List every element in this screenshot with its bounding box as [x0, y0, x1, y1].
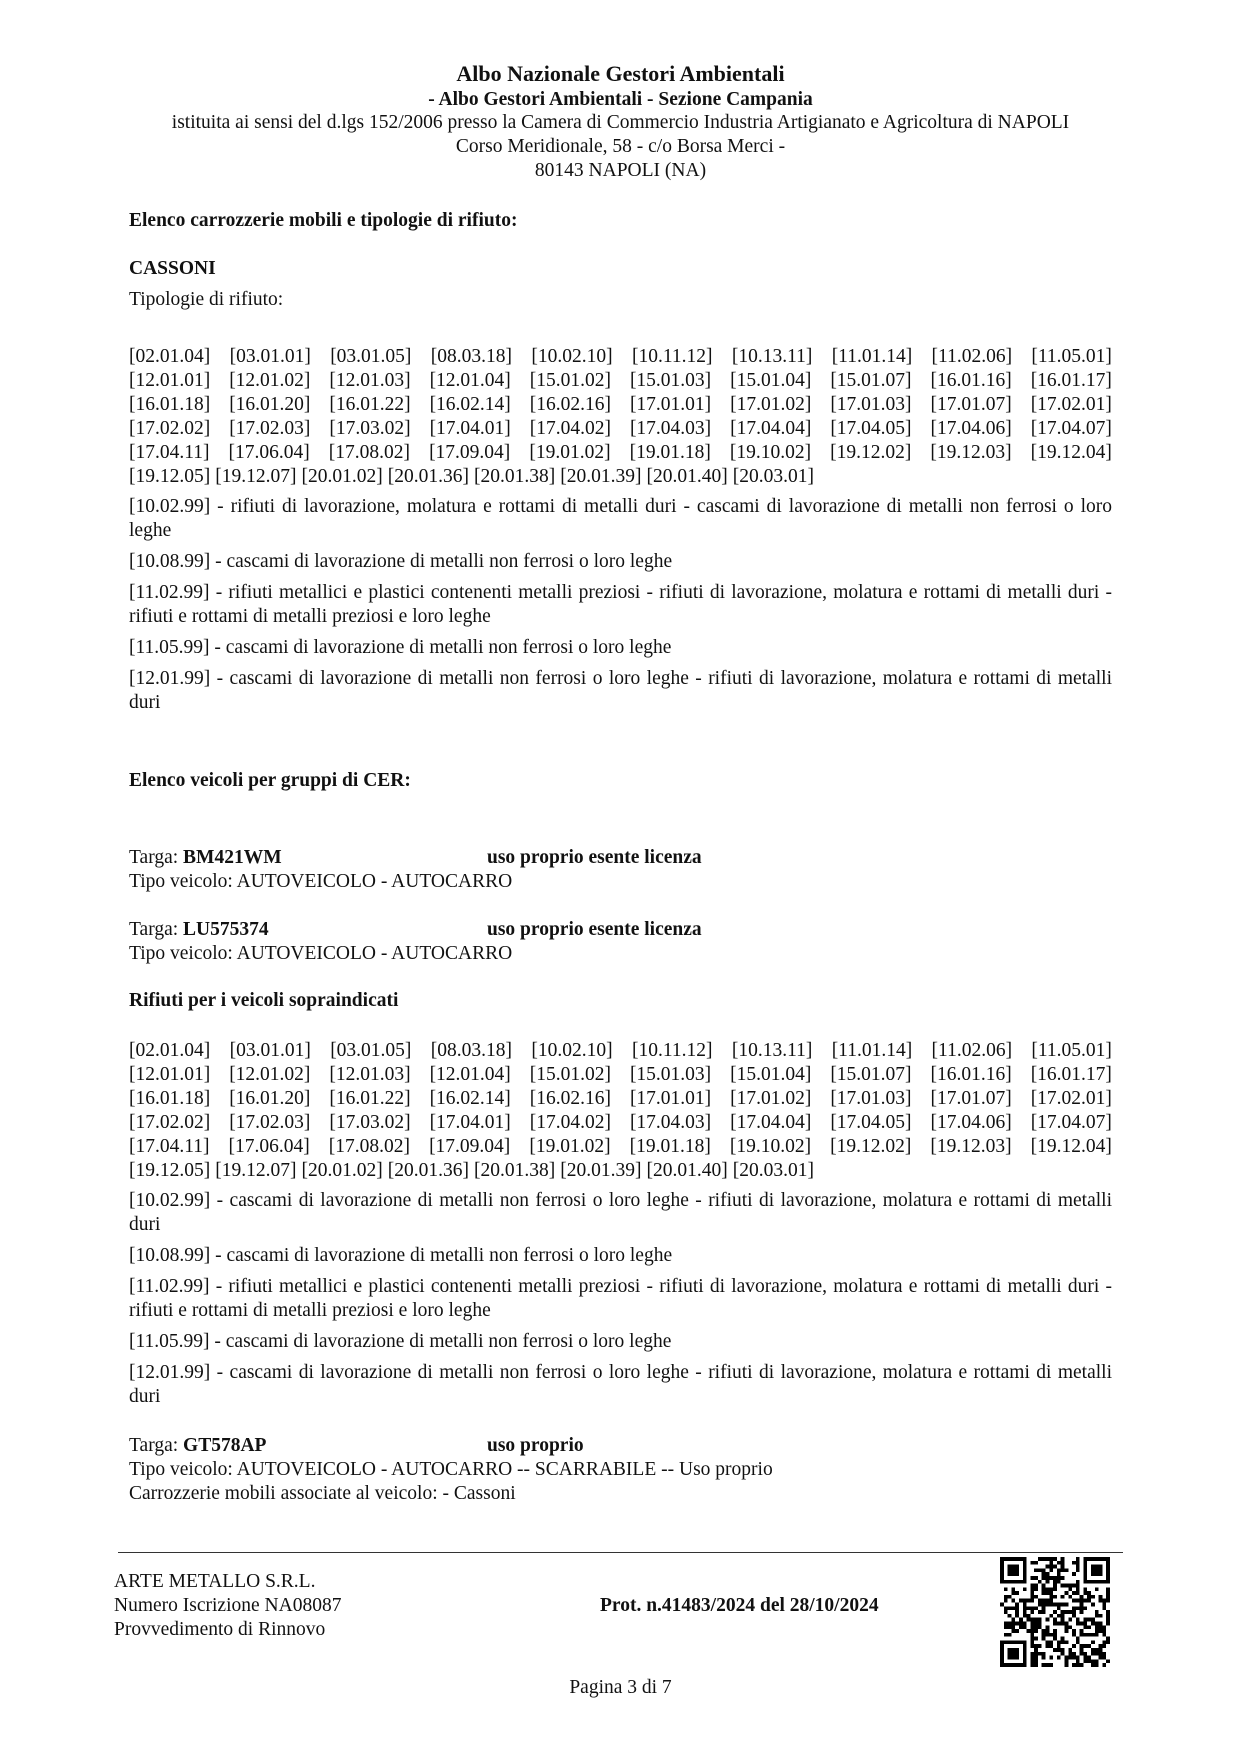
waste-code: [17.08.02] [328, 1136, 411, 1157]
waste-code: [10.11.12] [631, 1040, 713, 1061]
waste-code: [17.02.03] [229, 418, 311, 439]
waste-code: [11.01.14] [831, 1040, 913, 1061]
waste-code: [16.01.22] [329, 1088, 411, 1109]
waste-code: [17.09.04] [429, 1136, 511, 1157]
waste-code: [12.01.02] [229, 1064, 311, 1085]
waste-code: [20.01.36] [387, 466, 469, 487]
carrozzerie-associate: Carrozzerie mobili associate al veicolo: - Cassoni [129, 1483, 516, 1504]
waste-code: [17.04.07] [1030, 1112, 1112, 1133]
footer-divider [118, 1552, 1123, 1553]
waste-code: [17.04.06] [930, 1112, 1012, 1133]
waste-code: [16.01.20] [229, 1088, 311, 1109]
waste-code: [17.04.11] [129, 442, 210, 463]
waste-code: [17.04.01] [429, 1112, 511, 1133]
uso-value: uso proprio [487, 1435, 584, 1456]
waste-description: [11.05.99] - cascami di lavorazione di metalli non ferrosi o loro leghe [129, 1331, 672, 1352]
waste-code: [17.04.04] [730, 418, 812, 439]
header-line-1: istituita ai sensi del d.lgs 152/2006 presso la Camera di Commercio Industria Artigianato e Agricoltura di NAPOLI [171, 112, 1070, 133]
waste-code: [10.11.12] [631, 346, 713, 367]
waste-code: [15.01.03] [629, 1064, 712, 1085]
waste-code: [12.01.04] [429, 1064, 511, 1085]
waste-code: [08.03.18] [430, 1040, 513, 1061]
waste-description: [10.08.99] - cascami di lavorazione di metalli non ferrosi o loro leghe [129, 1245, 673, 1266]
waste-code: [20.01.02] [301, 1160, 383, 1181]
waste-description: [10.08.99] - cascami di lavorazione di metalli non ferrosi o loro leghe [129, 551, 673, 572]
waste-description: [11.02.99] - rifiuti metallici e plastici contenenti metalli preziosi - rifiuti di lavorazione, molatura e rottami di metalli duri - rifiuti e rottami di metalli preziosi e loro leghe [129, 582, 1112, 627]
waste-code: [20.01.40] [646, 466, 728, 487]
waste-code: [20.01.39] [560, 466, 642, 487]
waste-code: [17.04.11] [129, 1136, 210, 1157]
waste-code: [12.01.03] [329, 1064, 411, 1085]
document-subtitle: - Albo Gestori Ambientali - Sezione Campania [428, 89, 813, 110]
footer-iscrizione: Numero Iscrizione NA08087 [114, 1595, 342, 1616]
waste-code: [03.01.01] [229, 1040, 311, 1061]
waste-description: [12.01.99] - cascami di lavorazione di metalli non ferrosi o loro leghe - rifiuti di lavorazione, molatura e rottami di metalli duri [129, 1362, 1112, 1407]
waste-code: [16.02.16] [529, 1088, 611, 1109]
waste-code: [17.04.01] [429, 418, 511, 439]
qr-code-icon [1000, 1557, 1110, 1667]
waste-code: [03.01.05] [330, 346, 412, 367]
waste-code: [17.02.01] [1030, 394, 1112, 415]
waste-code: [17.02.01] [1030, 1088, 1112, 1109]
waste-code: [10.13.11] [731, 1040, 813, 1061]
code-row [129, 369, 1112, 393]
waste-code: [19.01.18] [629, 442, 711, 463]
code-row [129, 345, 1112, 369]
waste-code: [11.05.01] [1031, 346, 1112, 367]
waste-code: [16.01.18] [129, 1088, 211, 1109]
code-row [129, 1135, 1112, 1159]
waste-code: [17.04.05] [830, 1112, 912, 1133]
code-row [129, 441, 1112, 465]
targa-value: LU575374 [183, 919, 269, 940]
waste-description: [12.01.99] - cascami di lavorazione di metalli non ferrosi o loro leghe - rifiuti di lavorazione, molatura e rottami di metalli duri [129, 668, 1112, 713]
waste-code: [19.01.18] [629, 1136, 711, 1157]
waste-code: [16.02.16] [529, 394, 611, 415]
waste-code: [10.13.11] [731, 346, 813, 367]
waste-code: [19.10.02] [729, 1136, 812, 1157]
waste-code: [17.08.02] [328, 442, 411, 463]
waste-code: [11.02.06] [931, 1040, 1013, 1061]
waste-code: [10.02.10] [531, 1040, 613, 1061]
waste-code: [17.01.03] [830, 1088, 912, 1109]
waste-code: [12.01.01] [129, 1064, 211, 1085]
waste-code: [15.01.03] [629, 370, 712, 391]
footer-protocollo: Prot. n.41483/2024 del 28/10/2024 [600, 1595, 879, 1616]
waste-description: [11.02.99] - rifiuti metallici e plastici contenenti metalli preziosi - rifiuti di lavorazione, molatura e rottami di metalli duri - rifiuti e rottami di metalli preziosi e loro leghe [129, 1276, 1112, 1321]
targa-value: GT578AP [183, 1435, 267, 1456]
waste-code: [12.01.04] [429, 370, 511, 391]
waste-code: [17.04.03] [629, 1112, 712, 1133]
waste-code: [16.01.17] [1030, 1064, 1112, 1085]
waste-code: [19.10.02] [729, 442, 812, 463]
targa-value: BM421WM [183, 847, 282, 868]
document-title: Albo Nazionale Gestori Ambientali [456, 61, 785, 86]
waste-code: [16.02.14] [429, 1088, 511, 1109]
waste-code: [17.04.06] [930, 418, 1012, 439]
code-row [129, 465, 1112, 489]
waste-description-list [129, 1189, 1112, 1416]
carrozzeria-name: CASSONI [129, 258, 216, 279]
waste-code: [11.05.01] [1031, 1040, 1112, 1061]
waste-code: [17.04.02] [529, 418, 611, 439]
waste-code: [19.12.04] [1030, 442, 1112, 463]
rifiuti-heading: Rifiuti per i veicoli sopraindicati [129, 990, 399, 1011]
waste-code: [10.02.10] [531, 346, 613, 367]
waste-code: [16.02.14] [429, 394, 511, 415]
waste-code: [17.09.04] [429, 442, 511, 463]
waste-code: [19.12.02] [830, 442, 912, 463]
waste-code: [20.03.01] [732, 466, 814, 487]
targa-label: Targa: [129, 919, 184, 940]
header-line-2: Corso Meridionale, 58 - c/o Borsa Merci - [455, 136, 786, 157]
tipo-veicolo: Tipo veicolo: AUTOVEICOLO - AUTOCARRO [129, 943, 513, 964]
targa-label: Targa: [129, 1435, 184, 1456]
vehicle-entry [129, 846, 1112, 894]
waste-code: [17.01.07] [930, 394, 1012, 415]
waste-code-list [129, 345, 1112, 489]
waste-code: [03.01.05] [330, 1040, 412, 1061]
waste-code: [20.01.38] [474, 1160, 556, 1181]
waste-code: [15.01.07] [830, 1064, 912, 1085]
waste-code: [12.01.02] [229, 370, 311, 391]
waste-code: [20.01.39] [560, 1160, 642, 1181]
page-number: Pagina 3 di 7 [569, 1677, 672, 1698]
waste-code: [19.12.05] [129, 466, 211, 487]
waste-code: [08.03.18] [430, 346, 513, 367]
waste-code: [17.01.02] [730, 394, 812, 415]
waste-description: [11.05.99] - cascami di lavorazione di metalli non ferrosi o loro leghe [129, 637, 672, 658]
footer-company: ARTE METALLO S.R.L. [114, 1571, 316, 1592]
waste-code: [16.01.18] [129, 394, 211, 415]
waste-code: [20.01.40] [646, 1160, 728, 1181]
waste-code: [17.04.02] [529, 1112, 611, 1133]
waste-code: [19.12.02] [830, 1136, 912, 1157]
waste-code: [17.04.05] [830, 418, 912, 439]
code-row [129, 417, 1112, 441]
waste-code: [20.01.38] [474, 466, 556, 487]
waste-code: [15.01.04] [730, 1064, 812, 1085]
waste-code: [16.01.20] [229, 394, 311, 415]
waste-description-list [129, 495, 1112, 722]
waste-code: [17.04.04] [730, 1112, 812, 1133]
waste-code: [20.01.02] [301, 466, 383, 487]
waste-code: [17.01.07] [930, 1088, 1012, 1109]
targa-label: Targa: [129, 847, 184, 868]
waste-code: [03.01.01] [229, 346, 311, 367]
waste-code: [19.12.04] [1030, 1136, 1112, 1157]
waste-code: [16.01.17] [1030, 370, 1112, 391]
waste-code: [19.01.02] [529, 442, 611, 463]
waste-code: [17.01.01] [629, 394, 712, 415]
waste-code: [17.02.03] [229, 1112, 311, 1133]
waste-code: [02.01.04] [129, 346, 211, 367]
header-line-3: 80143 NAPOLI (NA) [534, 160, 707, 181]
waste-code: [16.01.16] [930, 370, 1012, 391]
waste-code: [19.12.03] [930, 442, 1012, 463]
code-row [129, 1111, 1112, 1135]
waste-code: [20.03.01] [732, 1160, 814, 1181]
waste-code: [16.01.16] [930, 1064, 1012, 1085]
tipologie-label: Tipologie di rifiuto: [129, 289, 284, 310]
tipo-veicolo: Tipo veicolo: AUTOVEICOLO - AUTOCARRO [129, 871, 513, 892]
waste-code: [17.06.04] [228, 1136, 310, 1157]
waste-description: [10.02.99] - rifiuti di lavorazione, molatura e rottami di metalli duri - cascami di lavorazione di metalli non ferrosi o loro leghe [129, 496, 1112, 541]
tipo-veicolo: Tipo veicolo: AUTOVEICOLO - AUTOCARRO -- SCARRABILE -- Uso proprio [129, 1459, 773, 1480]
waste-code: [17.02.02] [129, 418, 211, 439]
waste-code: [17.04.03] [629, 418, 712, 439]
code-row [129, 1087, 1112, 1111]
code-row [129, 393, 1112, 417]
waste-code: [15.01.04] [730, 370, 812, 391]
waste-code: [17.03.02] [329, 1112, 411, 1133]
vehicle-entry [129, 918, 1112, 966]
uso-value: uso proprio esente licenza [487, 919, 702, 940]
waste-code: [15.01.02] [529, 370, 611, 391]
waste-description: [10.02.99] - cascami di lavorazione di metalli non ferrosi o loro leghe - rifiuti di lavorazione, molatura e rottami di metalli duri [129, 1190, 1112, 1235]
waste-code: [19.12.07] [215, 466, 297, 487]
waste-code: [12.01.01] [129, 370, 211, 391]
waste-code: [02.01.04] [129, 1040, 211, 1061]
section-heading-carrozzerie: Elenco carrozzerie mobili e tipologie di rifiuto: [129, 210, 518, 231]
waste-code: [15.01.02] [529, 1064, 611, 1085]
waste-code: [19.01.02] [529, 1136, 611, 1157]
vehicle-entry [129, 1434, 1112, 1506]
waste-code: [17.04.07] [1030, 418, 1112, 439]
code-row [129, 1159, 1112, 1183]
code-row [129, 1063, 1112, 1087]
uso-value: uso proprio esente licenza [487, 847, 702, 868]
waste-code: [19.12.07] [215, 1160, 297, 1181]
waste-code: [17.01.01] [629, 1088, 712, 1109]
waste-code: [17.01.03] [830, 394, 912, 415]
waste-code: [19.12.05] [129, 1160, 211, 1181]
footer-provvedimento: Provvedimento di Rinnovo [114, 1619, 326, 1640]
waste-code: [20.01.36] [387, 1160, 469, 1181]
waste-code: [15.01.07] [830, 370, 912, 391]
waste-code: [19.12.03] [930, 1136, 1012, 1157]
waste-code: [17.03.02] [329, 418, 411, 439]
waste-code: [11.01.14] [831, 346, 913, 367]
waste-code: [12.01.03] [329, 370, 411, 391]
code-row [129, 1039, 1112, 1063]
waste-code-list [129, 1039, 1112, 1183]
waste-code: [17.02.02] [129, 1112, 211, 1133]
waste-code: [17.06.04] [228, 442, 310, 463]
waste-code: [17.01.02] [730, 1088, 812, 1109]
waste-code: [11.02.06] [931, 346, 1013, 367]
waste-code: [16.01.22] [329, 394, 411, 415]
section-heading-veicoli: Elenco veicoli per gruppi di CER: [129, 770, 411, 791]
